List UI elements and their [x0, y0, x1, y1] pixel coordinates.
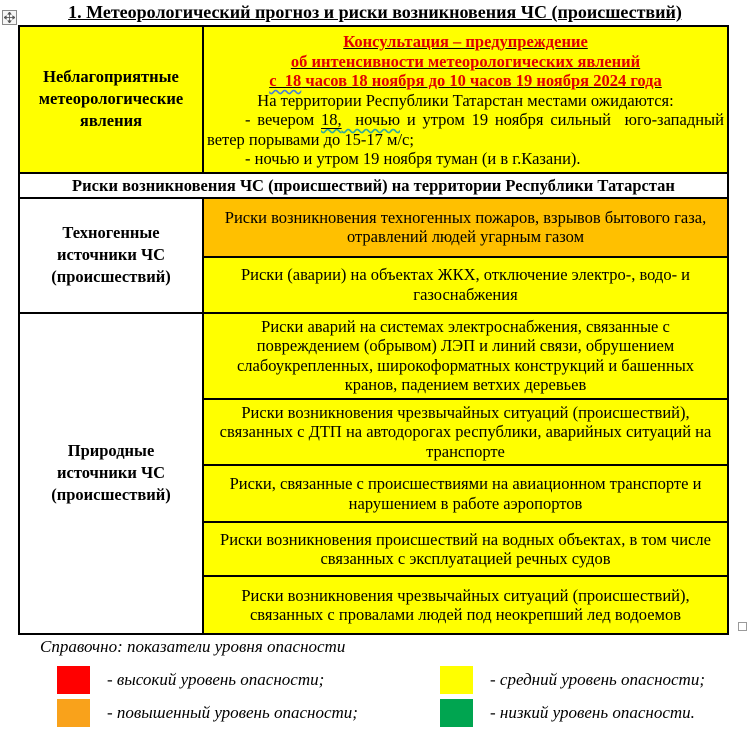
- consultation-heading-line3: с 18 часов 18 ноября до 10 часов 19 ноября 2024 года: [269, 71, 662, 90]
- natural-risk-stack: [204, 314, 727, 634]
- row-natural: [20, 312, 727, 634]
- elevated-level-swatch: [57, 699, 90, 727]
- cell-natural-label: Природные источники ЧС (происшествий): [20, 314, 204, 634]
- row-consultation: [20, 27, 727, 172]
- cell-adverse-phenomena-label: Неблагоприятные метеорологические явления: [20, 27, 204, 172]
- table-resize-handle[interactable]: [738, 622, 747, 631]
- danger-level-legend: [40, 637, 742, 727]
- risk-cell: Риски (аварии) на объектах ЖКХ, отключение электро-, водо- и газоснабжения: [204, 256, 727, 312]
- risk-cell: Риски возникновения происшествий на водных объектах, в том числе связанных с эксплуатацией речных судов: [204, 521, 727, 575]
- legend-item: [57, 666, 440, 694]
- cell-technogenic-label: Техногенные источники ЧС (происшествий): [20, 199, 204, 312]
- legend-label: - высокий уровень опасности;: [107, 670, 325, 689]
- high-level-swatch: [57, 666, 90, 694]
- row-risks-header: Риски возникновения ЧС (происшествий) на территории Республики Татарстан: [20, 172, 727, 199]
- legend-item: [440, 666, 742, 694]
- forecast-table: [18, 25, 729, 635]
- legend-label: - повышенный уровень опасности;: [107, 703, 358, 722]
- consultation-fog-line: - ночью и утром 19 ноября туман (и в г.Казани).: [245, 149, 581, 168]
- risk-cell: Риски, связанные с происшествиями на авиационном транспорте и нарушением в работе аэропортов: [204, 464, 727, 521]
- risk-cell: Риски возникновения чрезвычайных ситуаций (происшествий), связанных с ДТП на автодорогах республики, аварийных ситуаций на транспорте: [204, 398, 727, 465]
- risk-cell: Риски аварий на системах электроснабжения, связанные с повреждением (обрывом) ЛЭП и линий связи, обрушением слабоукрепленных, широкоформатных конструкций и башенных кранов, падением ветхих деревьев: [204, 314, 727, 398]
- page-title: 1. Метеорологический прогноз и риски возникновения ЧС (происшествий): [68, 2, 682, 22]
- row-technogenic: [20, 199, 727, 312]
- legend-item: [57, 699, 440, 727]
- legend-caption: Справочно: показатели уровня опасности: [40, 637, 346, 656]
- grammar-underline: 18, ночью: [320, 110, 401, 129]
- risk-cell: Риски возникновения техногенных пожаров, взрывов бытового газа, отравлений людей угарным газом: [204, 199, 727, 256]
- low-level-swatch: [440, 699, 473, 727]
- consultation-heading-line1: Консультация – предупреждение: [343, 32, 588, 51]
- medium-level-swatch: [440, 666, 473, 694]
- spellcheck-underline: с 18: [269, 71, 302, 90]
- risk-cell: Риски возникновения чрезвычайных ситуаций (происшествий), связанных с провалами людей под неокрепший лед водоемов: [204, 575, 727, 633]
- legend-label: - низкий уровень опасности.: [490, 703, 695, 722]
- consultation-wind-line: - вечером 18, ночью и утром 19 ноября сильный юго-западный ветер порывами до 15-17 м/с;: [207, 110, 729, 149]
- technogenic-risk-stack: [204, 199, 727, 312]
- legend-label: - средний уровень опасности;: [490, 670, 705, 689]
- cell-consultation: [204, 27, 727, 172]
- legend-grid: [57, 666, 742, 727]
- consultation-intro: На территории Республики Татарстан местами ожидаются:: [257, 90, 674, 110]
- consultation-heading-line2: об интенсивности метеорологических явлений: [290, 51, 641, 71]
- legend-item: [440, 699, 742, 727]
